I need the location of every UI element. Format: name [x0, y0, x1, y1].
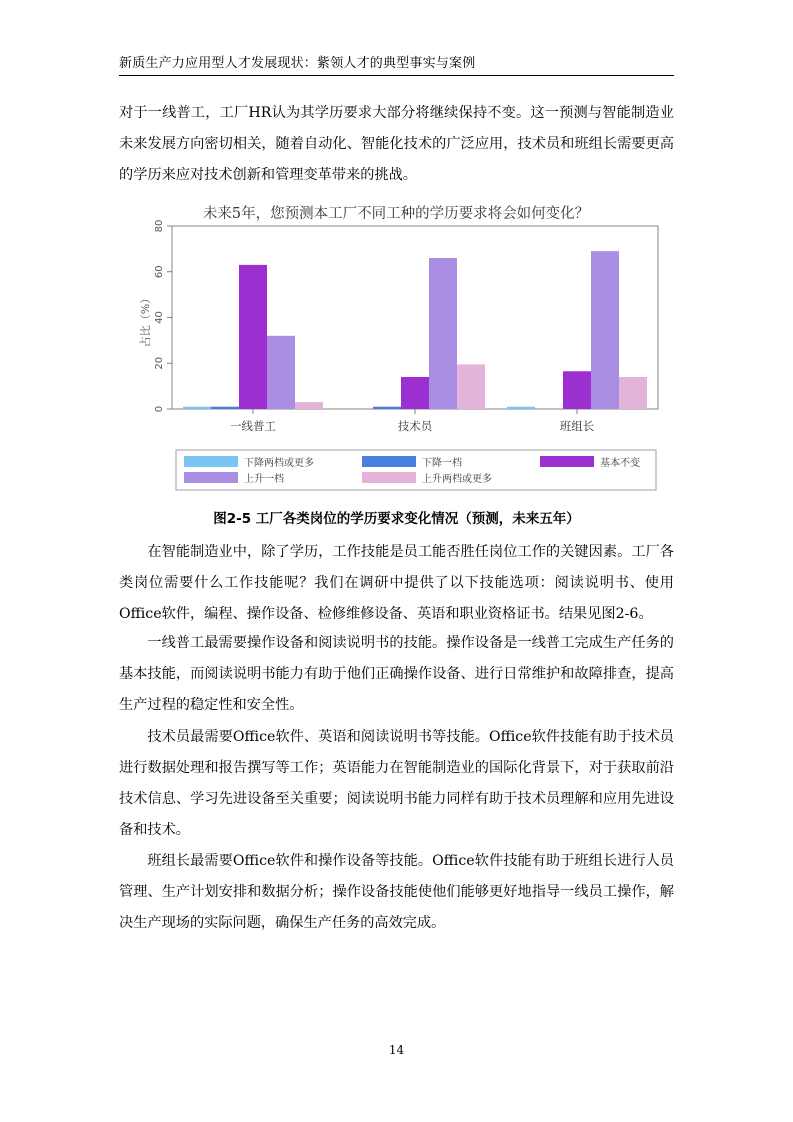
bar	[267, 336, 295, 409]
legend-label: 下降两档或更多	[244, 458, 314, 469]
legend-swatch	[184, 456, 238, 467]
x-tick-label: 技术员	[397, 419, 433, 433]
legend-swatch	[540, 456, 594, 467]
bar	[401, 377, 429, 409]
bar	[619, 377, 647, 409]
running-header: 新质生产力应用型人才发展现状：紫领人才的典型事实与案例	[119, 56, 476, 71]
bar	[507, 407, 535, 409]
page-number: 14	[388, 1043, 405, 1057]
chart-title: 未来5年，您预测本工厂不同工种的学历要求将会如何变化？	[202, 206, 590, 222]
legend-swatch	[184, 472, 238, 483]
y-tick-label: 60	[154, 265, 165, 279]
y-axis-label: 占比（%）	[139, 292, 152, 348]
paragraph-2: 在智能制造业中，除了学历，工作技能是员工能否胜任岗位工作的关键因素。工厂各类岗位需要什么工作技能呢？我们在调研中提供了以下技能选项：阅读说明书、使用Office软件，编程、操作设备、检修维修设备、英语和职业资格证书。结果见图2-6。	[119, 544, 674, 622]
header-rule	[119, 75, 674, 76]
x-tick-label: 一线普工	[230, 419, 276, 433]
legend-label: 下降一档	[422, 458, 462, 469]
bar	[591, 251, 619, 409]
bar	[429, 258, 457, 409]
bar	[563, 371, 591, 409]
legend-label: 基本不变	[600, 458, 640, 469]
bar	[457, 364, 485, 409]
bar	[183, 407, 211, 409]
legend-swatch	[362, 456, 416, 467]
legend-label: 上升一档	[244, 474, 284, 485]
figure-caption: 图2-5 工厂各类岗位的学历要求变化情况（预测，未来五年）	[213, 511, 580, 527]
y-tick-label: 0	[154, 405, 165, 413]
chart-background	[120, 194, 672, 494]
paragraph-4: 技术员最需要Office软件、英语和阅读说明书等技能。Office软件技能有助于技术员进行数据处理和报告撰写等工作；英语能力在智能制造业的国际化背景下，对于获取前沿技术信息、学习先进设备至关重要；阅读说明书能力同样有助于技术员理解和应用先进设备和技术。	[119, 729, 674, 838]
paragraph-1: 对于一线普工，工厂HR认为其学历要求大部分将继续保持不变。这一预测与智能制造业未来发展方向密切相关，随着自动化、智能化技术的广泛应用，技术员和班组长需要更高的学历来应对技术创新和管理变革带来的挑战。	[119, 105, 674, 183]
bar	[211, 407, 239, 409]
x-tick-label: 班组长	[559, 419, 595, 433]
paragraph-5: 班组长最需要Office软件和操作设备等技能。Office软件技能有助于班组长进行人员管理、生产计划安排和数据分析；操作设备技能使他们能够更好地指导一线员工操作，解决生产现场的实际问题，确保生产任务的高效完成。	[119, 853, 674, 931]
paragraph-3: 一线普工最需要操作设备和阅读说明书的技能。操作设备是一线普工完成生产任务的基本技能，而阅读说明书能力有助于他们正确操作设备、进行日常维护和故障排查，提高生产过程的稳定性和安全性。	[119, 635, 674, 713]
bar	[295, 402, 323, 409]
bar	[239, 265, 267, 409]
legend-swatch	[362, 472, 416, 483]
legend-label: 上升两档或更多	[422, 474, 492, 485]
y-tick-label: 20	[154, 356, 165, 370]
y-tick-label: 40	[154, 311, 165, 324]
y-tick-label: 80	[154, 219, 165, 233]
bar-chart	[120, 194, 672, 494]
bar	[373, 407, 401, 409]
